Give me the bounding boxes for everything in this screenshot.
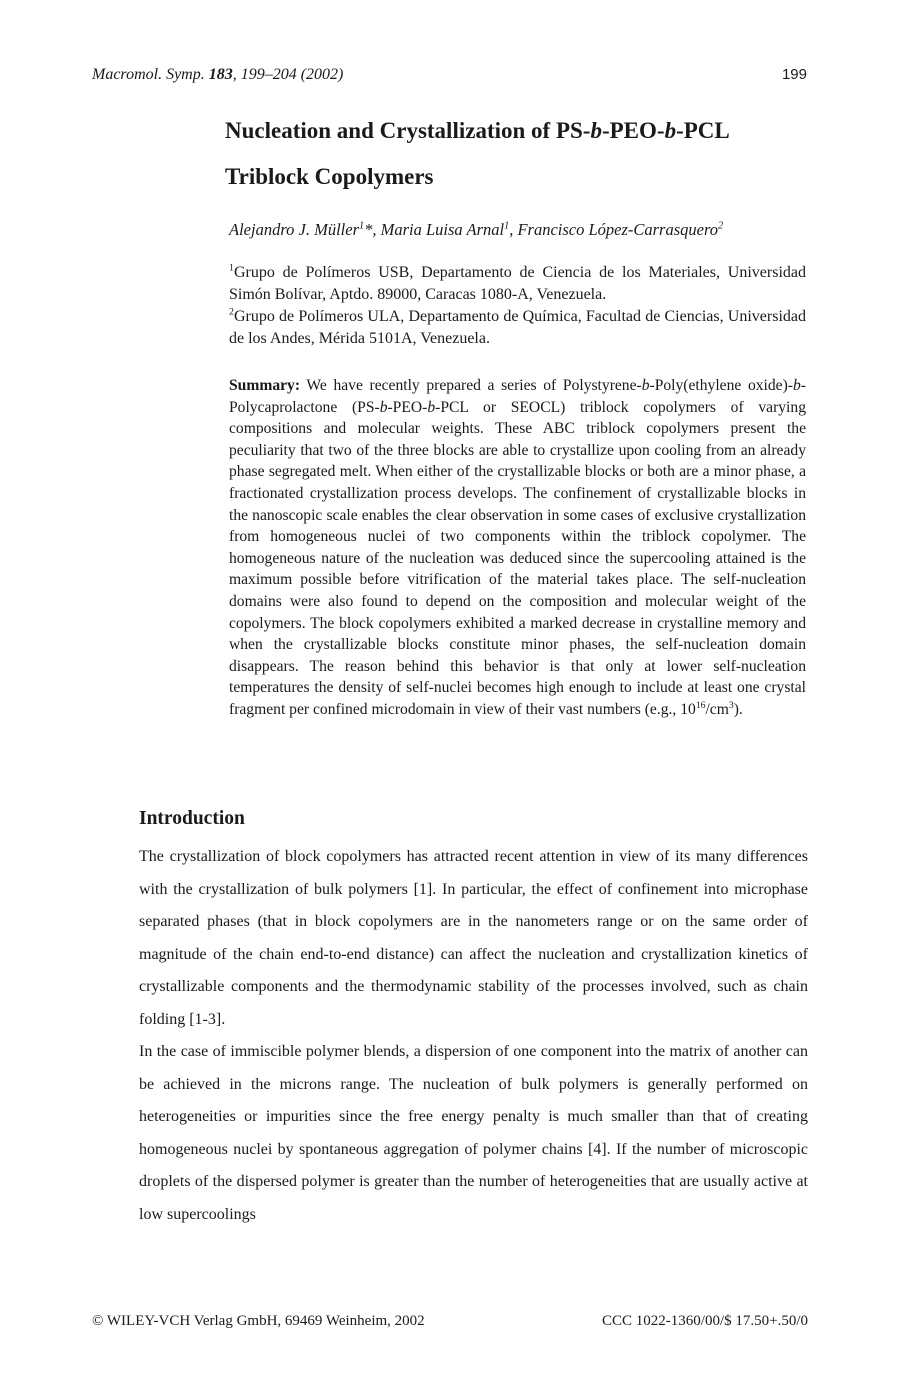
author-name: Alejandro J. Müller: [229, 220, 359, 239]
abstract-text: -PEO-: [387, 398, 428, 416]
page-number: 199: [781, 66, 807, 83]
abstract-superscript: 16: [695, 699, 706, 711]
author-affil-sup: 1: [504, 220, 510, 232]
author-name: Maria Luisa Arnal: [380, 220, 505, 239]
abstract-italic: b: [427, 398, 436, 416]
paper-title: [225, 108, 825, 200]
title-part: -PEO-: [601, 118, 665, 143]
abstract-text: -Polycaprolactone (PS-: [229, 377, 806, 416]
abstract: [229, 375, 806, 721]
author-affil-sup: 1: [359, 220, 365, 232]
abstract-text: We have recently prepared a series of Polystyrene-: [300, 377, 642, 394]
abstract-superscript: 3: [728, 699, 734, 711]
abstract-text: -Poly(ethylene oxide)-: [649, 377, 793, 394]
affiliation-1: Grupo de Polímeros USB, Departamento de Ciencia de los Materiales, Universidad Simón Bolívar, Aptdo. 89000, Caracas 1080-A, Venezuela.: [229, 264, 806, 303]
author-name: Francisco López-Carrasquero: [517, 220, 719, 239]
title-part: Nucleation and Crystallization of PS-: [225, 118, 591, 143]
section-heading-introduction: Introduction: [139, 808, 245, 829]
affil-sup: 2: [229, 306, 234, 318]
affiliations: [229, 262, 806, 350]
author-affil-sup: 2: [718, 220, 724, 232]
abstract-label: Summary:: [229, 377, 301, 394]
corresponding-mark: *,: [364, 220, 381, 239]
abstract-italic: b: [793, 377, 801, 394]
journal-name: Macromol. Symp.: [92, 66, 209, 83]
ccc-code-footer: CCC 1022-1360/00/$ 17.50+.50/0: [602, 1313, 808, 1329]
author-separator: ,: [509, 220, 518, 239]
copyright-footer: © WILEY-VCH Verlag GmbH, 69469 Weinheim, 2002: [92, 1313, 425, 1329]
intro-paragraph-1: The crystallization of block copolymers has attracted recent attention in view of its many differences with the crystallization of bulk polymers [1]. In particular, the effect of confinement into microphase separated phases (that in block copolymers are in the nanometers range or on the same order of magnitude of the chain end-to-end distance) can affect the nucleation and crystallization kinetics of crystallizable components and the thermodynamic stability of the processes involved, such as chain folding [1-3].: [139, 848, 808, 1028]
abstract-text: -PCL or SEOCL) triblock copolymers of varying compositions and molecular weights. These ABC triblock copolymers present the peculiarity that two of the three blocks are able to crystallize upon cooling from an already phase segregated melt. When either of the crystallizable blocks or both are a minor phase, a fractionated crystallization process develops. The confinement of crystallizable blocks in the nanoscopic scale enables the clear observation in some cases of exclusive crystallization from homogeneous nuclei of two components within the triblock copolymer. The homogeneous nature of the nucleation was deduced since the supercooling attained is the maximum possible before vitrification of the material takes place. The self-nucleation domains were also found to depend on the composition and molecular weight of the copolymers. The block copolymers exhibited a marked decrease in crystalline memory and when the crystallizable blocks constitute minor phases, the self-nucleation domain disappears. The reason behind this behavior is that only at lower self-nucleation temperatures the density of self-nuclei becomes high enough to include at least one crystal fragment per confined microdomain in view of their vast numbers (e.g., 10: [229, 398, 806, 718]
affiliation-2: Grupo de Polímeros ULA, Departamento de Química, Facultad de Ciencias, Universidad de los Andes, Mérida 5101A, Venezuela.: [229, 308, 806, 347]
abstract-italic: b: [379, 398, 388, 416]
title-italic-b: b: [664, 118, 677, 143]
abstract-text: /cm: [705, 700, 729, 718]
journal-pages-year: , 199–204 (2002): [232, 66, 344, 83]
title-line-2: Triblock Copolymers: [225, 164, 434, 189]
intro-paragraph-2: In the case of immiscible polymer blends, a dispersion of one component into the matrix of another can be achieved in the microns range. The nucleation of bulk polymers is generally performed on heterogeneities or impurities since the free energy penalty is much smaller than that of creating homogeneous nuclei by spontaneous aggregation of polymer chains [4]. If the number of microscopic droplets of the dispersed polymer is greater than the number of heterogeneities that are usually active at low supercoolings: [139, 1043, 808, 1223]
abstract-text: ).: [733, 700, 743, 718]
title-italic-b: b: [590, 118, 602, 143]
abstract-italic: b: [641, 377, 650, 394]
author-list: [229, 220, 723, 240]
affil-sup: 1: [229, 262, 234, 274]
title-part: -PCL: [676, 118, 730, 143]
journal-citation: [92, 66, 343, 84]
journal-volume: 183: [208, 66, 233, 83]
